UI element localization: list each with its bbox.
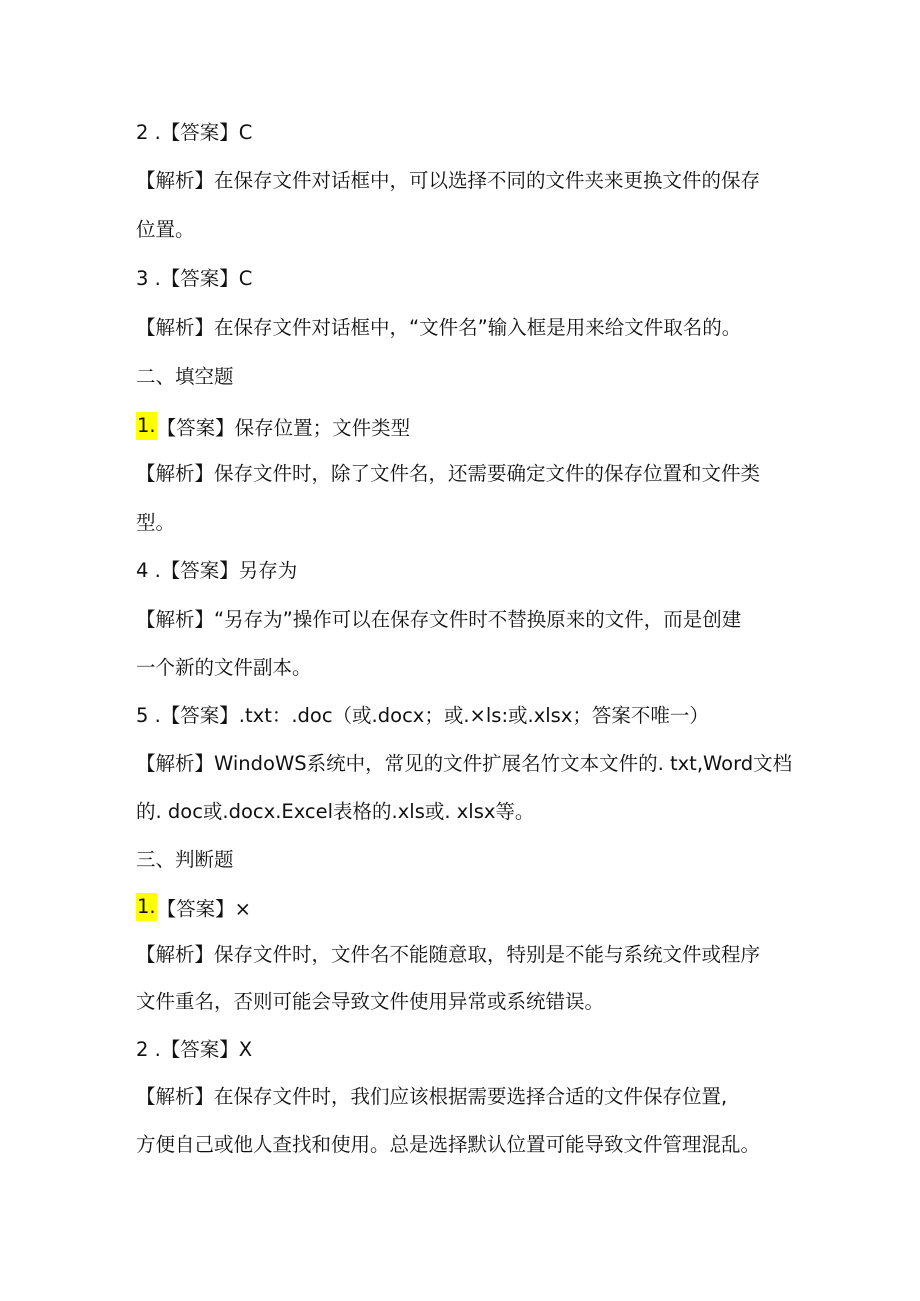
answer-line: 2 .【答案】X (136, 1038, 253, 1061)
explanation-line: 一个新的文件副本。 (136, 656, 312, 679)
explanation-line: 【解析】WindoWS系统中，常见的文件扩展名竹文本文件的. txt,Word文档 (136, 752, 793, 775)
answer-line: 3 .【答案】C (136, 267, 253, 290)
explanation-line: 【解析】保存文件时，除了文件名，还需要确定文件的保存位置和文件类 (136, 462, 761, 485)
answer-line: 2 .【答案】C (136, 121, 253, 144)
explanation-line: 文件重名，否则可能会导致文件使用异常或系统错误。 (136, 990, 605, 1013)
explanation-line: 位置。 (136, 218, 195, 241)
explanation-line: 【解析】“另存为”操作可以在保存文件时不替换原来的文件，而是创建 (136, 608, 742, 631)
section-heading: 三、判断题 (136, 848, 234, 871)
explanation-line: 【解析】在保存文件对话框中，可以选择不同的文件夹来更换文件的保存 (136, 169, 761, 192)
answer-line: 5 .【答案】.txt：.doc（或.docx；或.×ls:或.xlsx；答案不唯一） (136, 704, 709, 727)
explanation-line: 【解析】保存文件时，文件名不能随意取，特别是不能与系统文件或程序 (136, 943, 761, 966)
highlight-number: 1. (136, 412, 157, 440)
explanation-line: 方便自己或他人查找和使用。总是选择默认位置可能导致文件管理混乱。 (136, 1133, 761, 1156)
explanation-line: 【解析】在保存文件对话框中，“文件名”输入框是用来给文件取名的。 (136, 316, 742, 339)
answer-line: 1.【答案】保存位置；文件类型 (136, 412, 796, 440)
explanation-line: 的. doc或.docx.Excel表格的.xls或. xlsx等。 (136, 800, 535, 823)
highlight-number: 1. (136, 893, 157, 921)
section-heading: 二、填空题 (136, 365, 234, 388)
answer-line: 4 .【答案】另存为 (136, 559, 298, 582)
answer-line: 1.【答案】× (136, 893, 796, 921)
explanation-line: 【解析】在保存文件时，我们应该根据需要选择合适的文件保存位置, (136, 1085, 728, 1108)
explanation-line: 型。 (136, 511, 176, 534)
